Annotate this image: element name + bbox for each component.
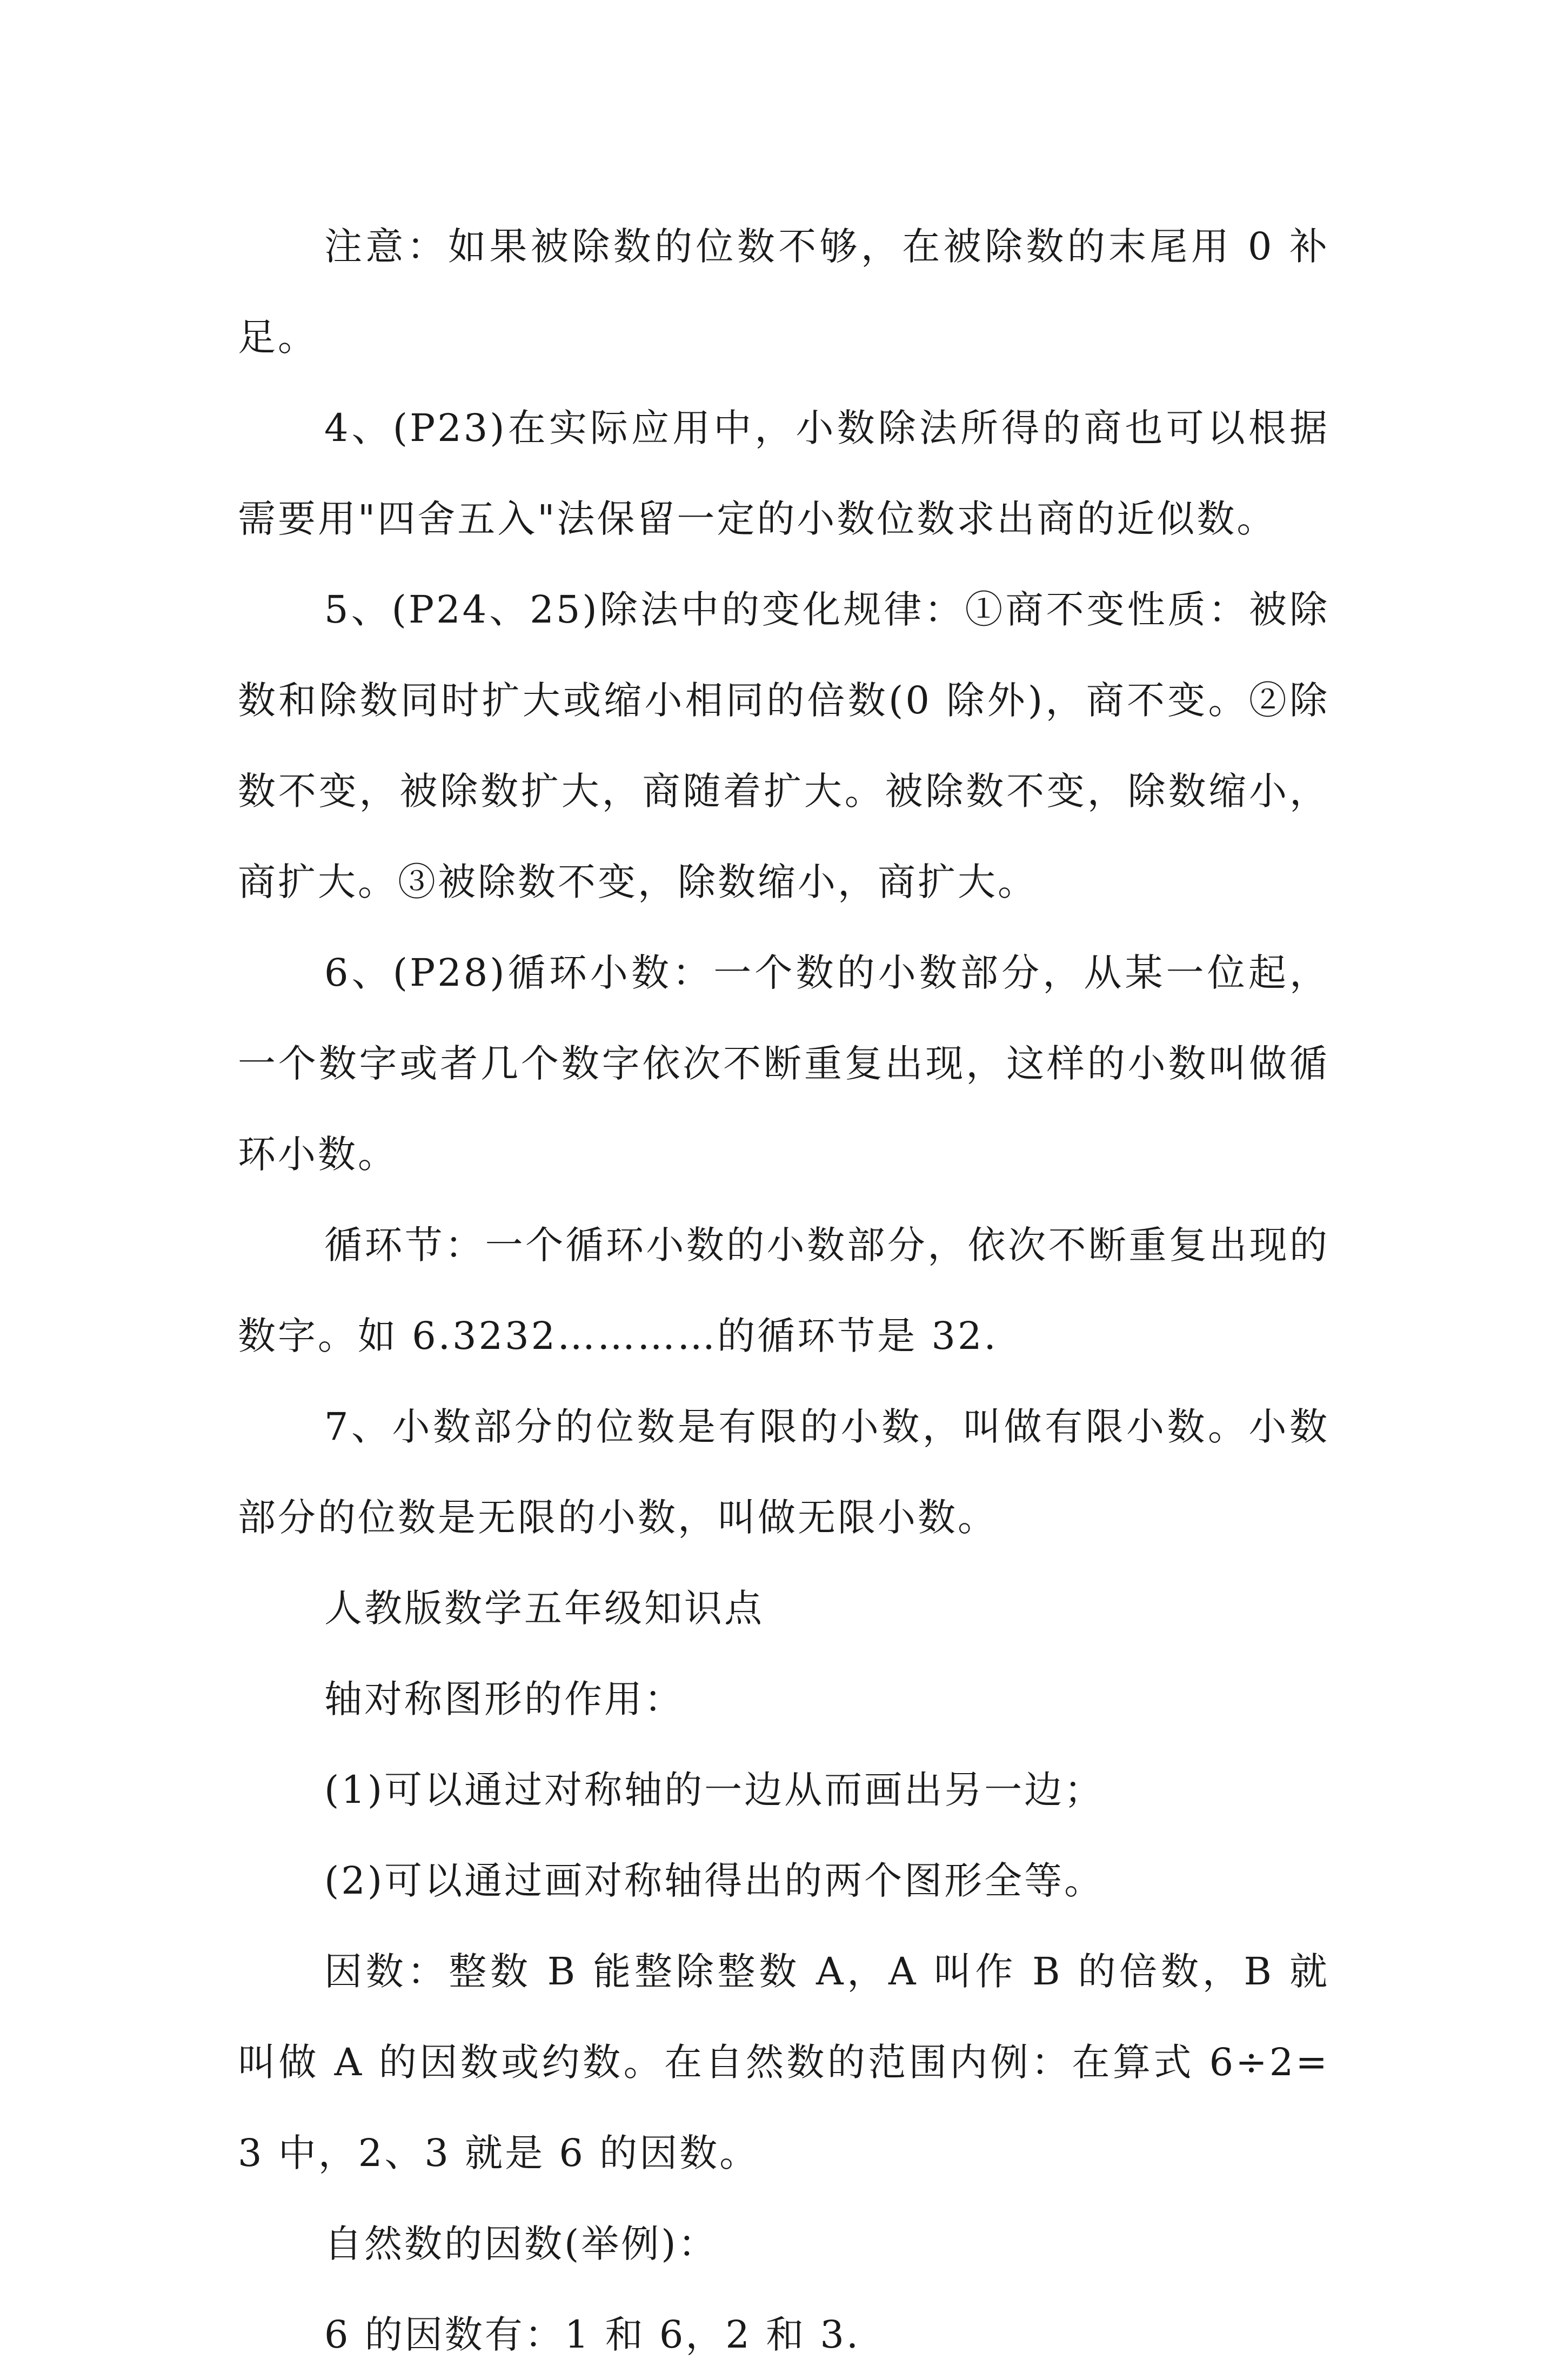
document-body [238,201,1329,2380]
paragraph-axis-symmetry-2: (2)可以通过画对称轴得出的两个图形全等。 [324,1858,1105,1903]
paragraph-repetend: 循环节：一个循环小数的小数部分，依次不断重复出现的数字。如 6.3232…………的循环节是 32. [238,1223,1329,1358]
paragraph-point-7-finite-infinite: 7、小数部分的位数是有限的小数，叫做有限小数。小数部分的位数是无限的小数，叫做无限小数。 [238,1405,1329,1540]
paragraph-axis-symmetry-title: 轴对称图形的作用： [324,1677,684,1721]
paragraph-note-dividend-zero: 注意：如果被除数的位数不够，在被除数的末尾用 0 补足。 [238,224,1329,359]
paragraph-point-4-rounding: 4、(P23)在实际应用中，小数除法所得的商也可以根据需要用"四舍五入"法保留一定的小数位数求出商的近似数。 [238,406,1329,541]
paragraph-factor-example-title: 自然数的因数(举例)： [324,2222,718,2266]
paragraph-axis-symmetry-1: (1)可以通过对称轴的一边从而画出另一边； [324,1768,1105,1812]
paragraph-point-6-repeating-decimal: 6、(P28)循环小数：一个数的小数部分，从某一位起，一个数字或者几个数字依次不断重复出现，这样的小数叫做循环小数。 [238,951,1329,1176]
paragraph-factor-definition: 因数：整数 B 能整除整数 A，A 叫作 B 的倍数，B 就叫做 A 的因数或约数。在自然数的范围内例：在算式 6÷2=3 中，2、3 就是 6 的因数。 [238,1949,1329,2175]
paragraph-point-5-division-rules: 5、(P24、25)除法中的变化规律：①商不变性质：被除数和除数同时扩大或缩小相同的倍数(0 除外)，商不变。②除数不变，被除数扩大，商随着扩大。被除数不变，除数缩小，商扩大。③被除数不变，除数缩小，商扩大。 [238,587,1329,904]
paragraph-factor-example-6: 6 的因数有：1 和 6，2 和 3. [324,2312,861,2357]
section-heading: 人教版数学五年级知识点 [324,1586,764,1630]
